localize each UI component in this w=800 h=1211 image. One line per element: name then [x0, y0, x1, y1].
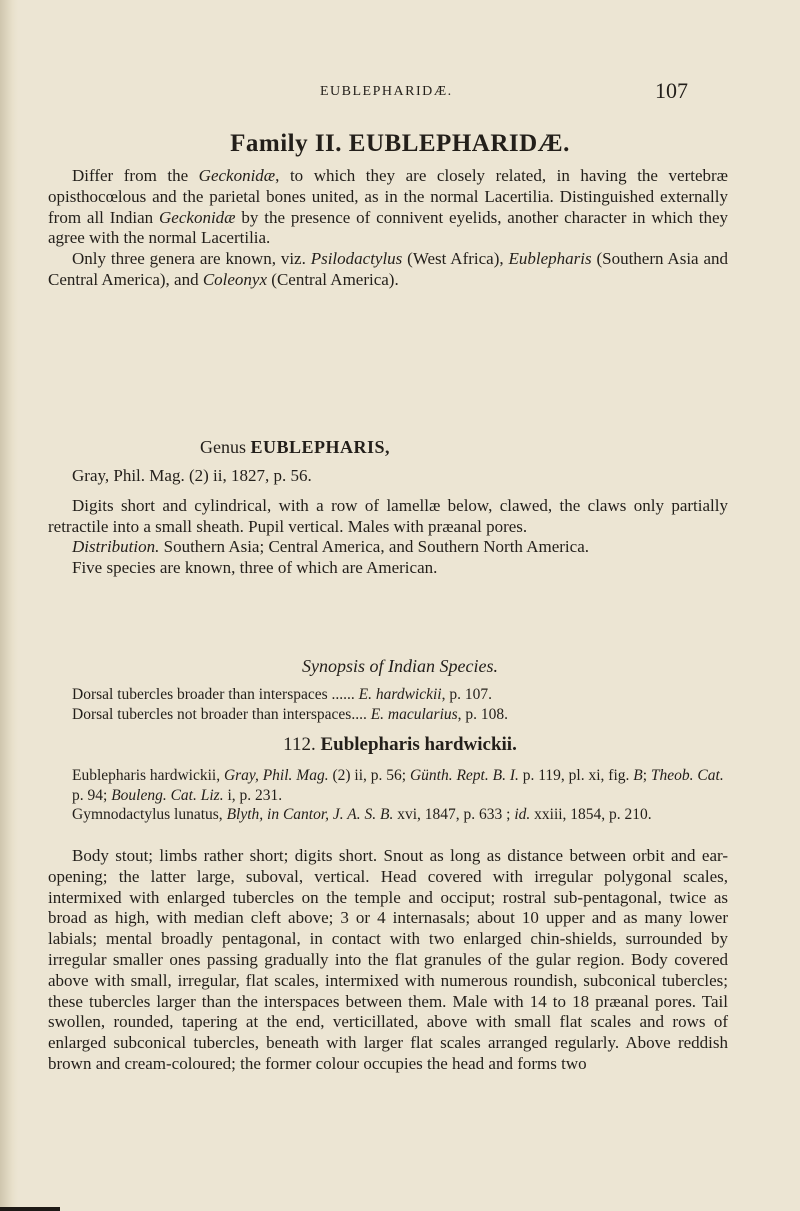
synopsis-title: Synopsis of Indian Species.	[302, 656, 498, 676]
species-description	[48, 846, 728, 1075]
species-synonymy	[72, 766, 728, 825]
genus-title: Genus EUBLEPHARIS,	[200, 437, 391, 457]
synopsis-row-2: Dorsal tubercles not broader than interspaces.... E. macularius, p. 108.	[72, 706, 509, 723]
page-number: 107	[655, 78, 688, 103]
family-intro-paragraph-1: Differ from the Geckonidæ, to which they are closely related, in having the vertebræ opisthocœlous and the parietal bones united, as in the normal Lacertilia. Distinguished externally from all Indian Geckonidæ by the presence of connivent eyelids, another character in which they agree with the normal Lacertilia.	[48, 166, 728, 248]
genus-distribution: Distribution. Southern Asia; Central America, and Southern North America.	[72, 537, 589, 557]
family-intro-paragraph-2: Only three genera are known, viz. Psilodactylus (West Africa), Eublepharis (Southern Asia and Central America), and Coleonyx (Central America).	[48, 249, 728, 289]
genus-section	[48, 466, 728, 579]
synopsis-row-1: Dorsal tubercles broader than interspaces ...... E. hardwickii, p. 107.	[72, 686, 492, 703]
species-description-paragraph: Body stout; limbs rather short; digits short. Snout as long as distance between orbit and ear-opening; the latter large, suboval, vertical. Head covered with irregular polygonal scales, intermixed with enlarged tubercles on the temple and occiput; rostral sub-pentagonal, twice as broad as high, with median cleft above; 3 or 4 internasals; about 10 upper and as many lower labials; mental broadly pentagonal, in contact with two enlarged chin-shields, surrounded by irregular smaller ones passing gradually into the flat granules of the gular region. Body covered above with small, irregular, flat scales, intermixed with numerous roundish, subconical tubercles; these tubercles larger than the interspaces between them. Male with 14 to 18 præanal pores. Tail swollen, rounded, tapering at the end, verticillated, above with small flat scales and rows of enlarged subconical tubercles, beneath with larger flat scales arranged regularly. Above reddish brown and cream-coloured; the former colour occupies the head and forms two	[48, 846, 728, 1073]
family-intro	[48, 166, 728, 291]
family-title: Family II. EUBLEPHARIDÆ.	[230, 130, 570, 157]
synonym-entry-1: Eublepharis hardwickii, Gray, Phil. Mag. (2) ii, p. 56; Günth. Rept. B. I. p. 119, pl. xi, fig. B; Theob. Cat. p. 94; Bouleng. Cat. Liz. i, p. 231.	[72, 767, 724, 804]
species-title: 112. Eublepharis hardwickii.	[283, 734, 517, 755]
genus-reference: Gray, Phil. Mag. (2) ii, 1827, p. 56.	[72, 466, 312, 485]
running-head: EUBLEPHARIDÆ.	[320, 84, 453, 99]
genus-species-count: Five species are known, three of which are American.	[72, 558, 438, 578]
scan-edge-mark	[0, 1207, 60, 1211]
synonym-entry-2: Gymnodactylus lunatus, Blyth, in Cantor, J. A. S. B. xvi, 1847, p. 633 ; id. xxiii, 1854, p. 210.	[72, 806, 652, 823]
genus-description: Digits short and cylindrical, with a row of lamellæ below, clawed, the claws only partially retractile into a small sheath. Pupil vertical. Males with præanal pores.	[48, 495, 728, 536]
